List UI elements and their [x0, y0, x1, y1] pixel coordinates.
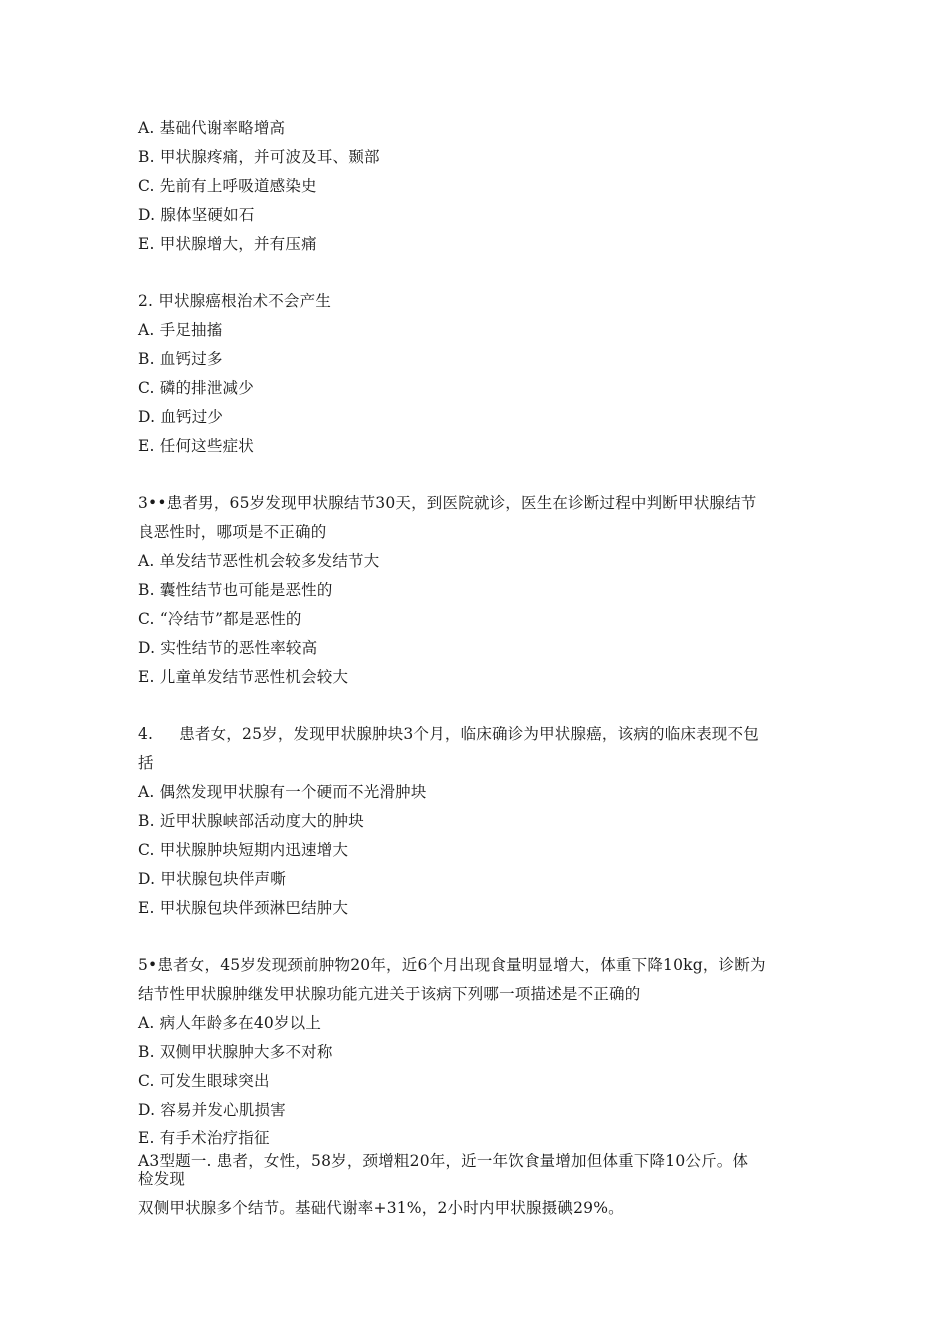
q3-option-c: C. “冷结节”都是恶性的: [138, 610, 302, 628]
q4-option-b: B. 近甲状腺峡部活动度大的肿块: [138, 812, 364, 830]
q2-stem: 2. 甲状腺癌根治术不会产生: [138, 292, 332, 310]
q5-stem-line1: 5•患者女，45岁发现颈前肿物20年，近6个月出现食量明显增大，体重下降10kg，诊断为: [138, 956, 766, 974]
a3-case-line1: A3型题一. 患者，女性，58岁，颈增粗20年，近一年饮食量增加但体重下降10公斤。体: [138, 1152, 749, 1170]
q5-option-d: D. 容易并发心肌损害: [138, 1101, 286, 1119]
a3-case-line2: 检发现: [138, 1170, 186, 1188]
q5-option-a: A. 病人年龄多在40岁以上: [138, 1014, 322, 1032]
q2-option-b: B. 血钙过多: [138, 350, 223, 368]
q5-option-e: E. 有手术治疗指征: [138, 1129, 270, 1147]
q4-option-d: D. 甲状腺包块伴声嘶: [138, 870, 286, 888]
q1-option-d: D. 腺体坚硬如石: [138, 206, 255, 224]
q1-option-e: E. 甲状腺增大，并有压痛: [138, 235, 317, 253]
q1-option-b: B. 甲状腺疼痛，并可波及耳、颞部: [138, 148, 380, 166]
q4-option-c: C. 甲状腺肿块短期内迅速增大: [138, 841, 349, 859]
q2-option-c: C. 磷的排泄减少: [138, 379, 254, 397]
q4-option-e: E. 甲状腺包块伴颈淋巴结肿大: [138, 899, 349, 917]
q4-stem-line1: [138, 724, 759, 744]
q3-option-e: E. 儿童单发结节恶性机会较大: [138, 668, 349, 686]
q5-stem-line2: 结节性甲状腺肿继发甲状腺功能亢进关于该病下列哪一项描述是不正确的: [138, 985, 641, 1003]
q5-option-c: C. 可发生眼球突出: [138, 1072, 270, 1090]
q4-stem-text: 患者女，25岁，发现甲状腺肿块3个月，临床确诊为甲状腺癌，该病的临床表现不包: [179, 725, 759, 743]
a3-case-line3: 双侧甲状腺多个结节。基础代谢率+31%，2小时内甲状腺摄碘29%。: [138, 1199, 624, 1217]
q3-option-d: D. 实性结节的恶性率较高: [138, 639, 318, 657]
q2-option-d: D. 血钙过少: [138, 408, 224, 426]
q3-option-b: B. 囊性结节也可能是恶性的: [138, 581, 333, 599]
q5-option-b: B. 双侧甲状腺肿大多不对称: [138, 1043, 333, 1061]
q2-option-e: E. 任何这些症状: [138, 437, 254, 455]
q1-option-c: C. 先前有上呼吸道感染史: [138, 177, 317, 195]
q4-stem-line2: 括: [138, 754, 154, 772]
q4-option-a: A. 偶然发现甲状腺有一个硬而不光滑肿块: [138, 783, 427, 801]
q2-option-a: A. 手足抽搐: [138, 321, 223, 339]
q3-option-a: A. 单发结节恶性机会较多发结节大: [138, 552, 380, 570]
q1-option-a: A. 基础代谢率略增高: [138, 119, 286, 137]
q3-stem-line2: 良恶性时，哪项是不正确的: [138, 523, 327, 541]
q3-stem-line1: 3••患者男，65岁发现甲状腺结节30天，到医院就诊，医生在诊断过程中判断甲状腺结节: [138, 494, 757, 512]
q4-number: 4.: [138, 725, 154, 743]
